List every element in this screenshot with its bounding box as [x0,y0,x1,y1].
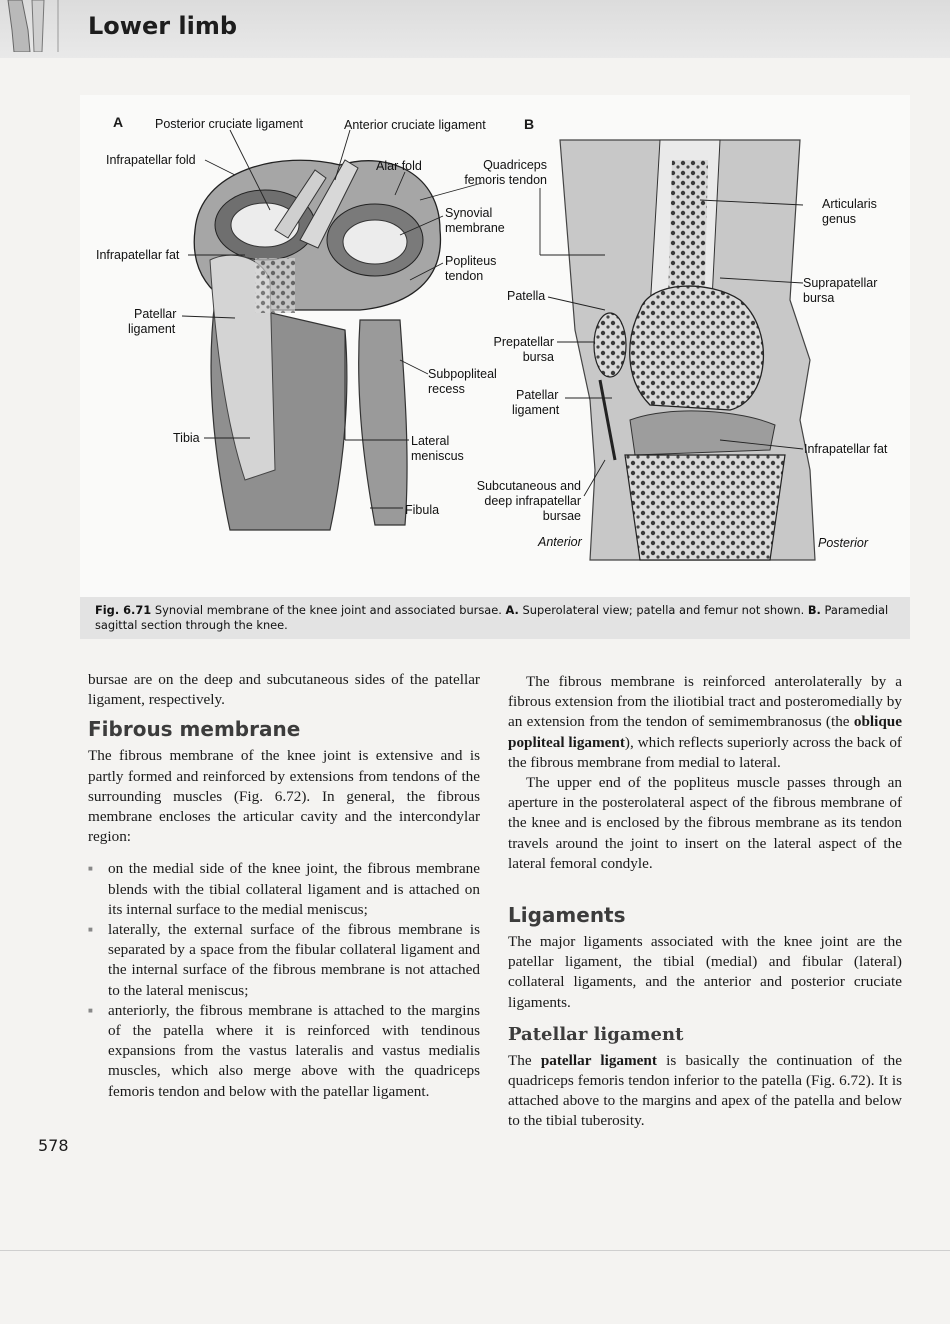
running-header-title: Lower limb [88,12,238,40]
label-prepatellar-line1: Prepatellar [493,335,554,349]
fibrous-membrane-list [88,859,480,1101]
label-synovial-line2: membrane [445,221,505,235]
text-run: The fibrous membrane is reinforced anterolaterally by a fibrous extension from the iliotibial tract and posteromedially by an extension from the tendon of semimembranosus (the [508,673,902,731]
figure-caption [95,603,895,633]
label-infrapatellar-fat-a: Infrapatellar fat [96,248,180,262]
label-tibia: Tibia [173,431,200,445]
label-posterior-cruciate-ligament: Posterior cruciate ligament [155,117,303,131]
heading-patellar-ligament: Patellar ligament [508,1023,684,1045]
label-posterior: Posterior [818,536,869,550]
label-subpopliteal-line1: Subpopliteal [428,367,497,381]
label-synovial-line1: Synovial [445,206,493,220]
label-articularis-line2: genus [822,212,857,226]
caption-b-text: Paramedial sagittal section through the knee. [95,603,889,632]
reinforcement-paragraph [508,672,902,773]
list-item: ■ laterally, the external surface of the fibrous membrane is separated by a space from the fibular collateral ligament and the internal surface of the fibrous membrane is not attached to the lateral meniscus; [88,920,480,1001]
list-item: ■ anteriorly, the fibrous membrane is attached to the margins of the patella where it is reinforced with tendinous expansions from the vastus lateralis and vastus medialis muscles, which also merge above with the quadriceps femoris tendon and below with the patellar ligament. [88,1001,480,1102]
caption-title: Synovial membrane of the knee joint and associated bursae. [154,603,502,617]
caption-fig-num: Fig. 6.71 [95,603,152,617]
label-suprapatellar-line1: Suprapatellar [803,276,878,290]
left-column [88,670,480,1102]
label-anterior-cruciate-ligament: Anterior cruciate ligament [344,118,486,132]
caption-b-letter: B. [807,603,821,617]
panel-b-drawing [560,140,815,560]
right-column [508,672,902,1132]
label-patellar-ligament-a-line1: Patellar [134,307,177,321]
label-popliteus-line1: Popliteus [445,254,497,268]
text-run: The [508,1051,541,1069]
panel-a-drawing [194,160,440,530]
label-subpopliteal-line2: recess [428,382,465,396]
heading-fibrous-membrane: Fibrous membrane [88,717,301,742]
label-infrapatellar-fat-b: Infrapatellar fat [804,442,888,456]
heading-ligaments: Ligaments [508,903,626,928]
term-oblique-popliteal-ligament: oblique popliteal ligament [508,713,902,751]
label-patella: Patella [507,289,546,303]
label-alar-fold: Alar fold [376,159,422,173]
caption-a-text: Superolateral view; patella and femur not shown. [522,603,805,617]
panel-b-letter: B [524,116,535,132]
label-subcutaneous-line1: Subcutaneous and [476,479,581,493]
label-patellar-ligament-b-line1: Patellar [516,388,559,402]
popliteus-paragraph: The upper end of the popliteus muscle passes through an aperture in the posterolateral aspect of the fibrous membrane of the knee and is enclosed by the fibrous membrane as its tendon travels around the joint to insert on the lateral aspect of the lateral femoral condyle. [508,774,902,872]
list-item: ■ on the medial side of the knee joint, the fibrous membrane blends with the tibial collateral ligament and is attached on its internal surface to the medial meniscus; [88,859,480,920]
intro-paragraph: bursae are on the deep and subcutaneous sides of the patellar ligament, respectively. [88,671,480,709]
label-anterior: Anterior [538,535,582,549]
text-run: ), which reflects superiorly across the back of the fibrous membrane from medial to lateral. [508,733,902,771]
label-quadriceps-line1: Quadriceps [483,158,547,172]
label-fibula: Fibula [405,503,440,517]
label-patellar-ligament-a-line2: ligament [128,322,176,336]
fibrous-membrane-paragraph: The fibrous membrane of the knee joint is extensive and is partly formed and reinforced by extensions from tendons of the surrounding muscles (Fig. 6.72). In general, the fibrous membrane encloses the articular cavity and the intercondylar region: [88,747,480,846]
label-subcutaneous-line3: bursae [542,509,581,523]
label-subcutaneous-line2: deep infrapatellar [484,494,581,508]
label-suprapatellar-line2: bursa [803,291,835,305]
text-run: is basically the continuation of the quadriceps femoris tendon inferior to the patella (Fig. 6.72). It is attached above to the margins and apex of the patella and below to the tibial tuberosity. [508,1051,902,1130]
label-infrapatellar-fold: Infrapatellar fold [106,153,196,167]
caption-a-letter: A. [505,603,519,617]
panel-a-letter: A [113,114,124,130]
label-articularis-line1: Articularis [822,197,877,211]
label-prepatellar-line2: bursa [522,350,554,364]
patellar-ligament-paragraph [508,1051,902,1132]
ligaments-paragraph: The major ligaments associated with the knee joint are the patellar ligament, the tibial (medial) and fibular (lateral) collateral ligaments, and the anterior and posterior cruciate ligaments. [508,933,902,1011]
label-popliteus-line2: tendon [445,269,484,283]
page-bottom-rule [0,1250,950,1251]
label-patellar-ligament-b-line2: ligament [512,403,560,417]
label-lateral-meniscus-line2: meniscus [411,449,464,463]
page-number: 578 [38,1136,69,1155]
term-patellar-ligament: patellar ligament [540,1051,657,1069]
label-quadriceps-line2: femoris tendon [464,173,547,187]
label-lateral-meniscus-line1: Lateral [411,434,450,448]
